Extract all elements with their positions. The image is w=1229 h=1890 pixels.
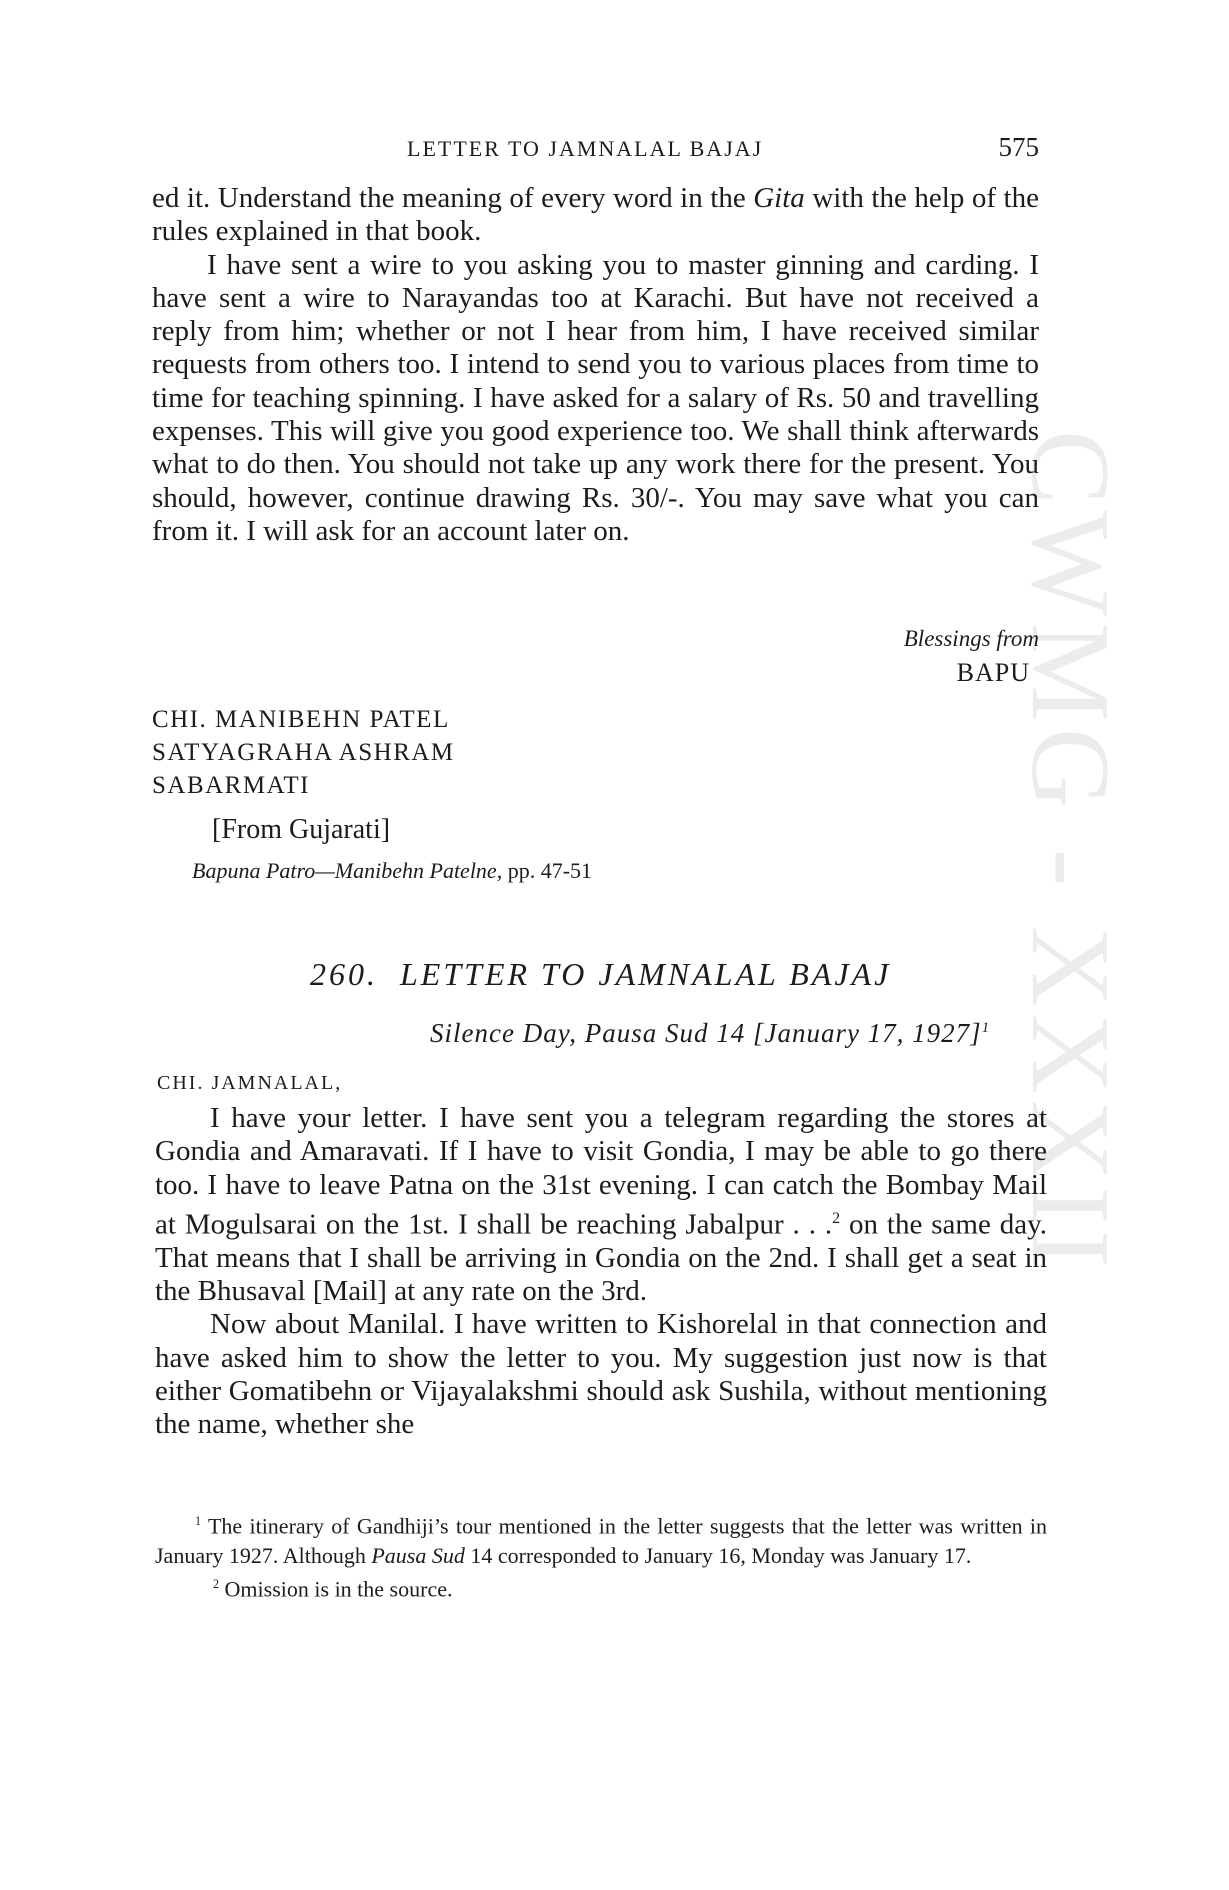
letter-body	[155, 1102, 1047, 1442]
signature: BAPU	[956, 658, 1030, 687]
running-title: LETTER TO JAMNALAL BAJAJ	[407, 136, 764, 161]
address-line: SABARMATI	[152, 772, 310, 799]
citation: Bapuna Patro—Manibehn Patelne, pp. 47-51	[192, 858, 593, 883]
footnote: $^1$ The itinerary of Gandhiji’s tour mentioned in the letter suggests that the letter was written in January 1927. Although Pausa Sud 14 corresponded to January 16, Monday was January 17.	[155, 1513, 1047, 1568]
paragraph: ed it. Understand the meaning of every word in the Gita with the help of the rules explained in that book.	[152, 182, 1039, 248]
document-title: 260. LETTER TO JAMNALAL BAJAJ	[310, 956, 892, 992]
footnote-ref: 2	[832, 1209, 841, 1227]
letter-body	[152, 182, 1039, 548]
dateline: Silence Day, Pausa Sud 14 [January 17, 1927]$^1$	[430, 1018, 991, 1048]
page-header	[152, 132, 1039, 166]
footnote: $^2$ Omission is in the source.	[213, 1576, 453, 1602]
source-note: [From Gujarati]	[212, 814, 391, 845]
address-line: CHI. MANIBEHN PATEL	[152, 706, 450, 733]
paragraph: Now about Manilal. I have written to Kishorelal in that connection and have asked him to show the letter to you. My suggestion just now is that either Gomatibehn or Vijayalakshmi should ask Sushila, without mentioning the name, whether she	[155, 1308, 1047, 1441]
page-number: 575	[998, 132, 1039, 162]
footnotes	[155, 1507, 1047, 1604]
blessings-line: Blessings from	[903, 626, 1039, 651]
italic-text: Gita	[753, 182, 805, 214]
paragraph: I have your letter. I have sent you a telegram regarding the stores at Gondia and Amaravati. If I have to visit Gondia, I may be able to go there too. I have to leave Patna on the 31st evening. I can catch the Bombay Mail at Mogulsarai on the 1st. I shall be reaching Jabalpur . . .$^2$ on the same day. That means that I shall be arriving in Gondia on the 2nd. I shall get a seat in the Bhusaval [Mail] at any rate on the 3rd.	[155, 1102, 1047, 1308]
address-line: SATYAGRAHA ASHRAM	[152, 739, 455, 766]
footnote-ref: 1	[981, 1020, 991, 1036]
salutation: CHI. JAMNALAL,	[157, 1072, 343, 1094]
watermark: CWMG - XXXII	[1008, 430, 1132, 1274]
paragraph: I have sent a wire to you asking you to master ginning and carding. I have sent a wire to Narayandas too at Karachi. But have not received a reply from him; whether or not I hear from him, I have received similar requests from others too. I intend to send you to various places from time to time for teaching spinning. I have asked for a salary of Rs. 50 and travelling expenses. This will give you good experience too. We shall think afterwards what to do then. You should not take up any work there for the present. You should, however, continue drawing Rs. 30/-. You may save what you can from it. I will ask for an account later on.	[152, 248, 1039, 547]
